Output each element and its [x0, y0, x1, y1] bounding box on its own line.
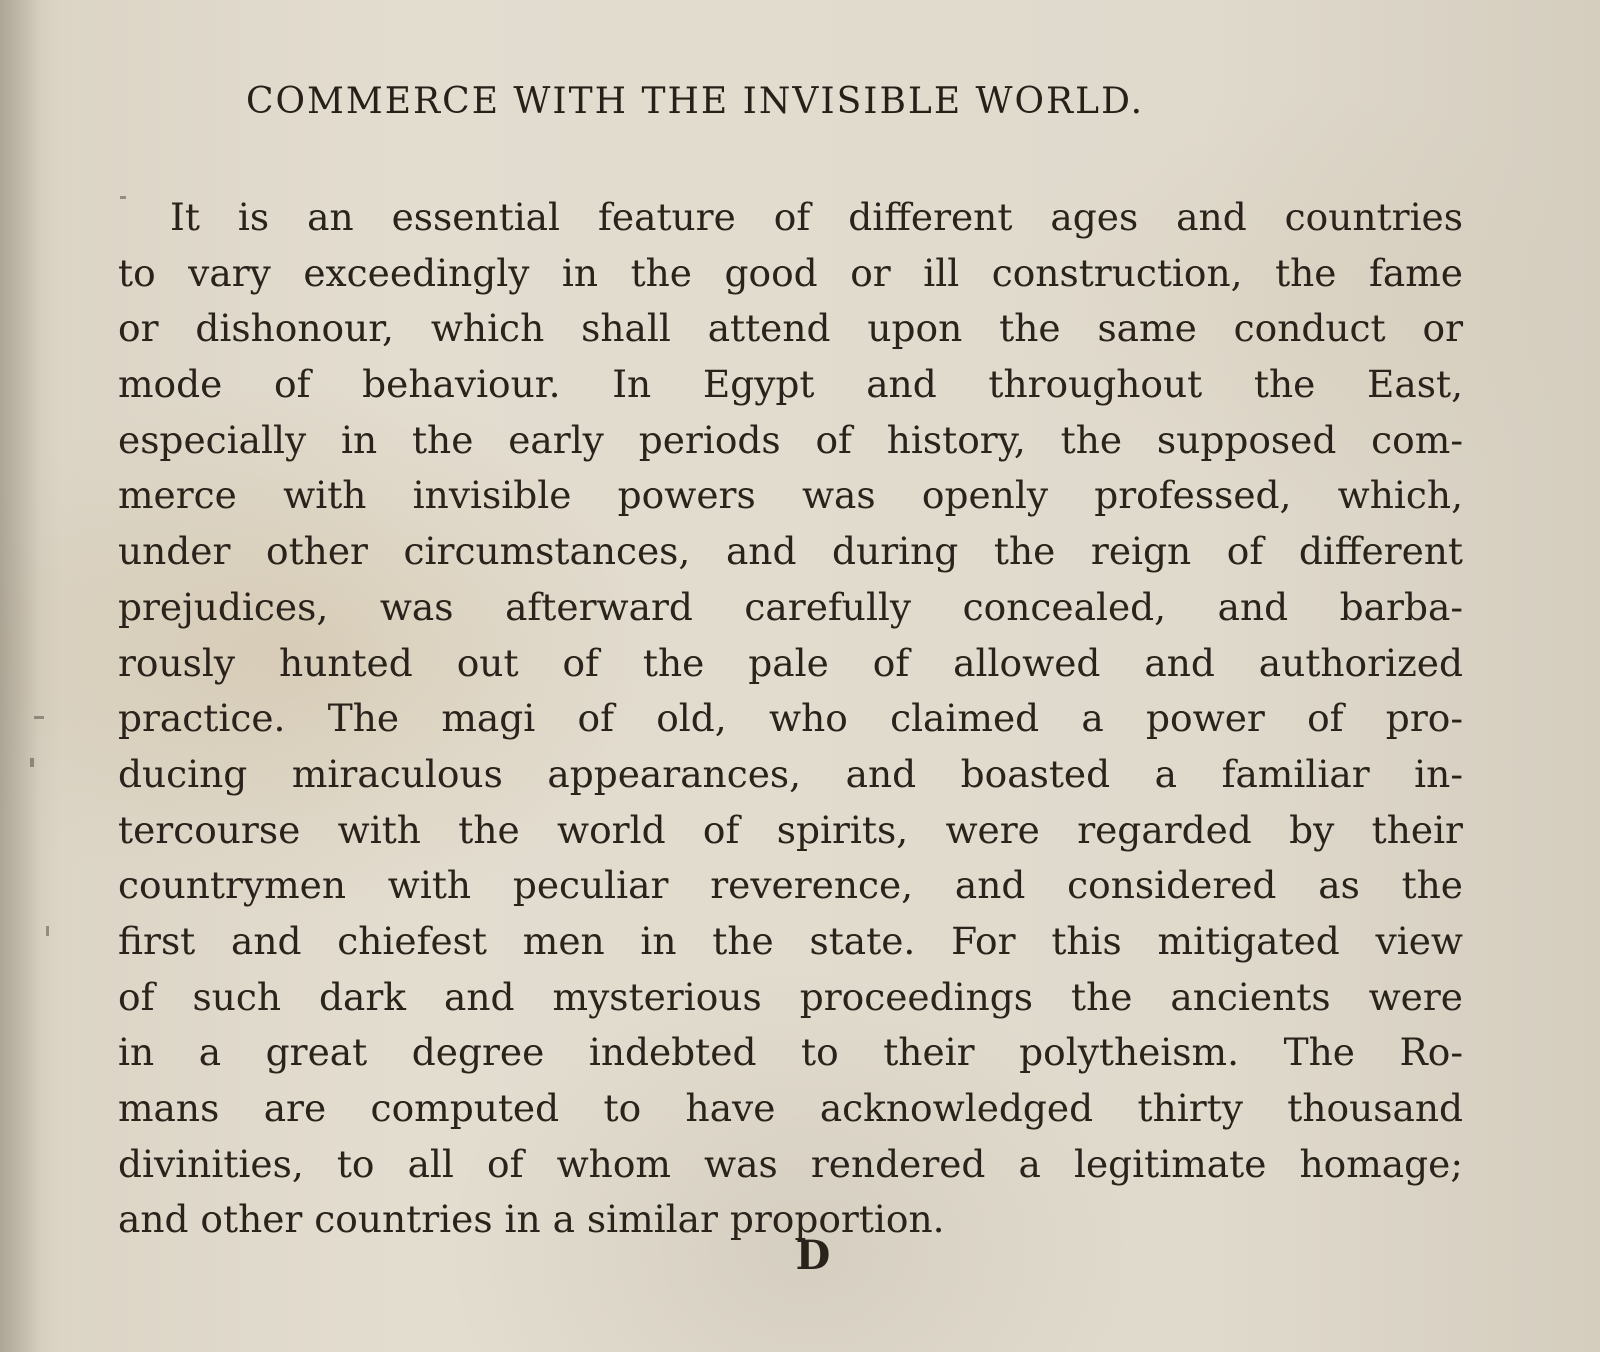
body-paragraph [118, 190, 1463, 1248]
text-line: prejudices, was afterward carefully concealed, and barba- [118, 584, 1463, 629]
text-line: of such dark and mysterious proceedings the ancients were [118, 974, 1463, 1019]
text-line: tercourse with the world of spirits, were regarded by their [118, 807, 1463, 852]
margin-speck [120, 196, 126, 199]
gutter-shadow [0, 0, 40, 1352]
text-line: or dishonour, which shall attend upon the same conduct or [118, 306, 1463, 351]
text-line: divinities, to all of whom was rendered a legitimate homage; [118, 1141, 1463, 1186]
margin-speck [34, 716, 44, 719]
margin-speck [46, 926, 49, 936]
text-line: in a great degree indebted to their polytheism. The Ro- [118, 1030, 1463, 1075]
text-line: rously hunted out of the pale of allowed and authorized [118, 640, 1463, 685]
margin-speck [30, 758, 34, 767]
text-line: first and chiefest men in the state. For this mitigated view [118, 918, 1463, 963]
text-line: mans are computed to have acknowledged thirty thousand [118, 1086, 1463, 1130]
text-line: under other circumstances, and during the reign of different [118, 529, 1463, 574]
text-line: and other countries in a similar proportion. [118, 1197, 945, 1242]
text-line: merce with invisible powers was openly professed, which, [118, 473, 1463, 518]
page-heading: COMMERCE WITH THE INVISIBLE WORLD. [246, 81, 1145, 122]
text-line: It is an essential feature of different ages and countries [170, 195, 1463, 239]
signature-mark: D [795, 1232, 831, 1279]
text-line: to vary exceedingly in the good or ill construction, the fame [118, 250, 1463, 295]
text-line: mode of behaviour. In Egypt and throughout the East, [118, 362, 1463, 407]
text-line: ducing miraculous appearances, and boasted a familiar in- [118, 751, 1463, 796]
text-line: especially in the early periods of history, the supposed com- [118, 417, 1463, 462]
text-line: practice. The magi of old, who claimed a power of pro- [118, 696, 1463, 741]
text-line: countrymen with peculiar reverence, and considered as the [118, 863, 1463, 908]
